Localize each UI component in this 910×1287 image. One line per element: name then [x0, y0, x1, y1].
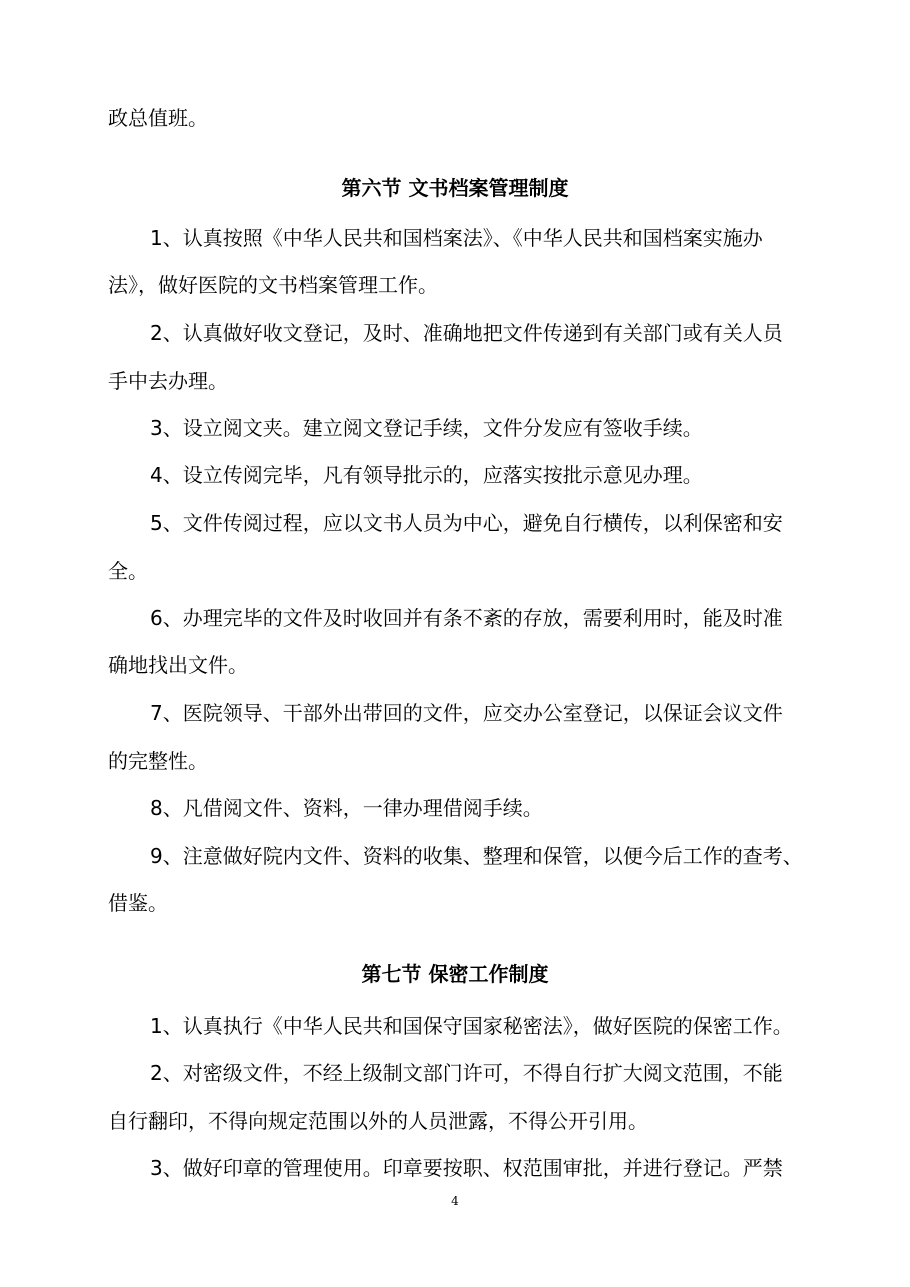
s7-item-2-line-1: 2、对密级文件，不经上级制文部门许可，不得自行扩大阅文范围，不能	[150, 1061, 783, 1085]
s6-item-5-line-1: 5、文件传阅过程，应以文书人员为中心，避免自行横传，以利保密和安	[150, 511, 783, 535]
s6-item-5-line-2: 全。	[108, 559, 148, 583]
s6-item-9-line-2: 借鉴。	[108, 891, 168, 915]
s6-item-7-line-1: 7、医院领导、干部外出带回的文件，应交办公室登记，以保证会议文件	[150, 701, 783, 725]
section-7-title: 第七节 保密工作制度	[361, 962, 549, 986]
s6-item-2-line-2: 手中去办理。	[108, 369, 228, 393]
lead-line: 政总值班。	[108, 106, 208, 130]
s7-item-1: 1、认真执行《中华人民共和国保守国家秘密法》，做好医院的保密工作。	[150, 1014, 793, 1038]
s6-item-6-line-1: 6、办理完毕的文件及时收回并有条不紊的存放，需要利用时，能及时准	[150, 606, 783, 630]
s7-item-3-line-1: 3、做好印章的管理使用。印章要按职、权范围审批，并进行登记。严禁	[150, 1156, 783, 1180]
s6-item-8: 8、凡借阅文件、资料，一律办理借阅手续。	[150, 796, 543, 820]
s6-item-1-line-2: 法》，做好医院的文书档案管理工作。	[108, 273, 438, 297]
s6-item-7-line-2: 的完整性。	[108, 749, 208, 773]
section-6-title: 第六节 文书档案管理制度	[341, 176, 569, 200]
s6-item-9-line-1: 9、注意做好院内文件、资料的收集、整理和保管，以便今后工作的查考、	[150, 844, 803, 868]
s6-item-6-line-2: 确地找出文件。	[108, 653, 248, 677]
s6-item-3: 3、设立阅文夹。建立阅文登记手续，文件分发应有签收手续。	[150, 416, 703, 440]
s7-item-2-line-2: 自行翻印，不得向规定范围以外的人员泄露，不得公开引用。	[108, 1109, 648, 1133]
s6-item-4: 4、设立传阅完毕，凡有领导批示的，应落实按批示意见办理。	[150, 463, 703, 487]
page-number: 4	[451, 1194, 459, 1208]
s6-item-2-line-1: 2、认真做好收文登记，及时、准确地把文件传递到有关部门或有关人员	[150, 321, 783, 345]
s6-item-1-line-1: 1、认真按照《中华人民共和国档案法》、《中华人民共和国档案实施办	[150, 226, 763, 250]
